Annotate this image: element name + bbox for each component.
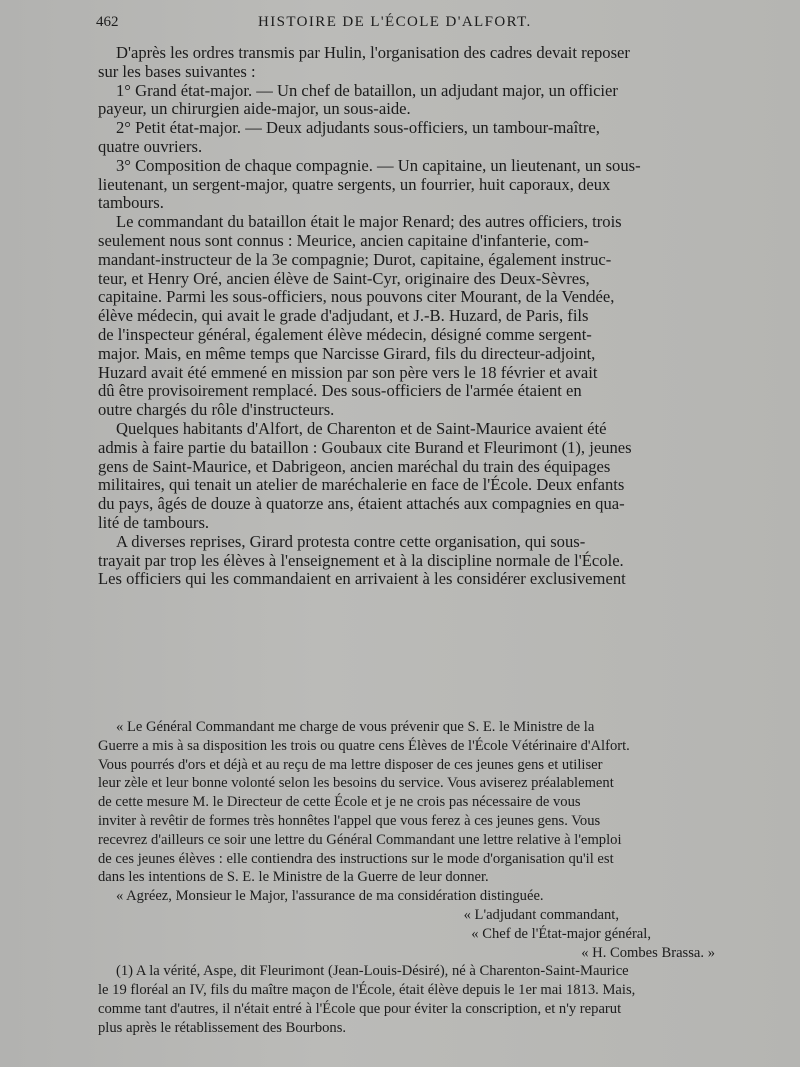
notes-section (98, 718, 715, 1038)
text-line: dû être provisoirement remplacé. Des sous-officiers de l'armée étaient en (98, 381, 582, 401)
text-line: Le commandant du bataillon était le major Renard; des autres officiers, trois (116, 212, 622, 232)
text-line: de l'inspecteur général, également élève médecin, désigné comme sergent- (98, 324, 592, 344)
text-line: lité de tambours. (98, 512, 210, 532)
signature-line: « H. Combes Brassa. » (581, 944, 715, 961)
text-line: D'après les ordres transmis par Hulin, l'organisation des cadres devait reposer (116, 43, 630, 62)
text-line: lieutenant, un sergent-major, quatre sergents, un fourrier, huit caporaux, deux (98, 174, 611, 194)
signature-line: « Chef de l'État-major général, (471, 925, 651, 942)
text-line: major. Mais, en même temps que Narcisse Girard, fils du directeur-adjoint, (98, 343, 596, 363)
text-line: Les officiers qui les commandaient en arrivaient à les considérer exclusivement (98, 569, 626, 589)
text-line: du pays, âgés de douze à quatorze ans, étaient attachés aux compagnies en qua- (98, 494, 625, 514)
note-line: Vous pourrés d'ors et déjà et au reçu de ma lettre disposer de ces jeunes gens et utiliser (98, 756, 603, 773)
note-line: inviter à revêtir de formes très honnêtes l'appel que vous ferez à ces jeunes gens. Vous (98, 812, 601, 829)
note-line: dans les intentions de S. E. le Ministre de la Guerre de leur donner. (98, 869, 489, 886)
note-line: leur zèle et leur bonne volonté selon les besoins du service. Vous aviserez préalablement (98, 775, 614, 792)
text-line: 2° Petit état-major. — Deux adjudants sous-officiers, un tambour-maître, (116, 118, 600, 138)
note-line: « Le Général Commandant me charge de vous prévenir que S. E. le Ministre de la (116, 719, 595, 735)
text-line: Huzard avait été emmené en mission par son père vers le 18 février et avait (98, 362, 598, 382)
page-number: 462 (96, 14, 119, 30)
text-line: A diverses reprises, Girard protesta contre cette organisation, qui sous- (116, 531, 586, 551)
text-line: mandant-instructeur de la 3e compagnie; Durot, capitaine, également instruc- (98, 249, 612, 269)
note-line: « Agréez, Monsieur le Major, l'assurance de ma considération distinguée. (116, 888, 544, 905)
footnote-line: le 19 floréal an IV, fils du maître maçon de l'École, était élève depuis le 1er mai 1813. Mais, (98, 982, 636, 999)
text-line: Quelques habitants d'Alfort, de Charenton et de Saint-Maurice avaient été (116, 418, 607, 438)
text-line: payeur, un chirurgien aide-major, un sous-aide. (98, 99, 411, 119)
text-line: tambours. (98, 193, 164, 213)
page-header (96, 14, 740, 36)
text-line: outre chargés du rôle d'instructeurs. (98, 400, 335, 420)
text-line: teur, et Henry Oré, ancien élève de Saint-Cyr, originaire des Deux-Sèvres, (98, 268, 590, 288)
footnote-line: plus après le rétablissement des Bourbons. (98, 1019, 347, 1036)
text-line: sur les bases suivantes : (98, 61, 256, 81)
footnote-line: comme tant d'autres, il n'était entré à l'École que pour éviter la conscription, et n'y reparut (98, 1000, 622, 1017)
text-line: capitaine. Parmi les sous-officiers, nous pouvons citer Mourant, de la Vendée, (98, 287, 615, 307)
text-line: admis à faire partie du bataillon : Goubaux cite Burand et Fleurimont (1), jeunes (98, 437, 632, 457)
running-title: HISTOIRE DE L'ÉCOLE D'ALFORT. (258, 14, 532, 30)
text-line: élève médecin, qui avait le grade d'adjudant, et J.-B. Huzard, de Paris, fils (98, 306, 589, 326)
footnote-line: (1) A la vérité, Aspe, dit Fleurimont (Jean-Louis-Désiré), né à Charenton-Saint-Maurice (116, 963, 629, 980)
note-line: Guerre a mis à sa disposition les trois ou quatre cens Élèves de l'École Vétérinaire d'Alfort. (98, 737, 630, 754)
main-text (98, 44, 715, 589)
text-line: gens de Saint-Maurice, et Dabrigeon, ancien maréchal du train des équipages (98, 456, 611, 476)
text-line: militaires, qui tenait un atelier de maréchalerie en face de l'École. Deux enfants (98, 475, 625, 495)
text-line: trayait par trop les élèves à l'enseignement et à la discipline normale de l'École. (98, 550, 624, 570)
text-line: 1° Grand état-major. — Un chef de bataillon, un adjudant major, un officier (116, 80, 618, 100)
text-line: 3° Composition de chaque compagnie. — Un capitaine, un lieutenant, un sous- (116, 155, 641, 175)
text-line: seulement nous sont connus : Meurice, ancien capitaine d'infanterie, com- (98, 230, 589, 250)
note-line: recevrez d'ailleurs ce soir une lettre du Général Commandant une lettre relative à l'emploi (98, 831, 622, 848)
note-line: de ces jeunes élèves : elle contiendra des instructions sur le mode d'organisation qu'il est (98, 850, 614, 867)
signature-line: « L'adjudant commandant, (463, 906, 619, 923)
note-line: de cette mesure M. le Directeur de cette École et je ne crois pas nécessaire de vous (98, 794, 581, 811)
text-line: quatre ouvriers. (98, 136, 203, 156)
